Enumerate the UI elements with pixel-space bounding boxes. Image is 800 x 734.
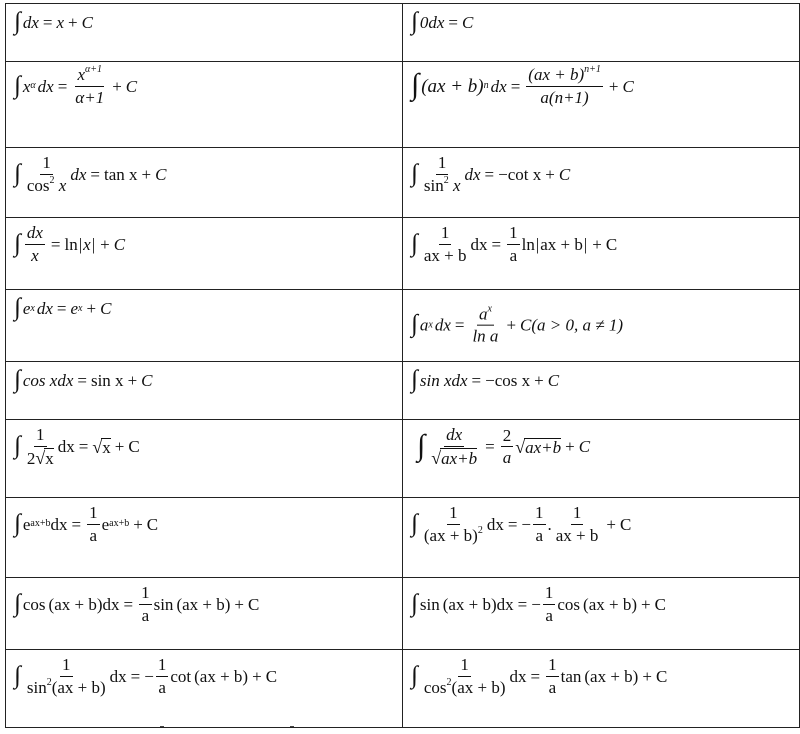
fraction: $\frac{dx}{x}$ xyxy=(26,223,43,265)
formula-cell xyxy=(403,148,800,218)
formula-cos: ∫ cos xdx = sin x + C xyxy=(14,366,153,393)
formula-linear-sin: ∫ sin (ax + b) dx = − $\frac{1}{a}$ cos (ax + b) + C xyxy=(411,583,666,625)
fraction: $\frac{1}{ax + b}$ xyxy=(555,503,599,545)
formula-reciprocal: ∫ $\frac{dx}{x}$ = ln | x | + C xyxy=(14,223,126,265)
formula-cell xyxy=(6,218,403,290)
integral-table xyxy=(5,3,800,728)
fraction: $\frac{1}{\cos^2 x}$ xyxy=(26,153,67,195)
fraction: $\frac{x^{\alpha+1}}{\alpha+1}$ xyxy=(75,64,105,107)
formula-cell xyxy=(403,218,800,290)
formula-linear-reciprocal: ∫ $\frac{1}{ax + b}$ dx = $\frac{1}{a}$ ln | ax + b | + C xyxy=(411,223,618,265)
page-fragment-mark xyxy=(160,726,164,730)
formula-cell xyxy=(403,62,800,148)
fraction: $\frac{(ax + b)^{n+1}}{a(n+1)}$ xyxy=(528,64,601,107)
formula-power-rule: ∫ x α dx = $\frac{x^{\alpha+1}}{\alpha+1}$ + C xyxy=(14,64,138,107)
formula-cell xyxy=(403,362,800,420)
fraction: $\frac{1}{ax + b}$ xyxy=(423,223,467,265)
fraction: $\frac{1}{a}$ xyxy=(509,223,518,265)
formula-cell xyxy=(6,498,403,578)
formula-cell xyxy=(403,578,800,650)
formula-inverse-square-linear: ∫ $\frac{1}{(ax + b)^2}$ dx = − $\frac{1}{a}$ . $\frac{1}{ax + b}$ + C xyxy=(411,503,632,545)
formula-linear-power-rule: ∫ (ax + b) n dx = $\frac{(ax + b)^{n+1}}{a(n+1)}$ + C xyxy=(411,64,634,107)
fraction: $\frac{dx}{√ax+b}$ xyxy=(431,425,478,468)
formula-cell xyxy=(6,578,403,650)
formula-general-exp: ∫ a x dx = $\frac{a^x}{\text{ln a}}$ + C(a > 0, a ≠ 1) xyxy=(411,303,623,346)
formula-cell xyxy=(403,290,800,362)
formula-integral-dx: ∫ dx = x + C xyxy=(14,8,93,35)
formula-cell xyxy=(6,62,403,148)
fraction: $\frac{1}{a}$ xyxy=(535,503,544,545)
page-fragment-mark xyxy=(290,726,294,730)
formula-sec-squared: ∫ $\frac{1}{\cos^2 x}$ dx = tan x + C xyxy=(14,153,167,195)
fraction: $\frac{1}{\sin^2(ax + b)}$ xyxy=(26,655,106,697)
formula-csc-squared: ∫ $\frac{1}{\sin^2 x}$ dx = − cot x + C xyxy=(411,153,571,195)
fraction: $\frac{1}{a}$ xyxy=(544,583,554,625)
formula-cell xyxy=(403,4,800,62)
fraction: $\frac{1}{a}$ xyxy=(548,655,557,697)
fraction: $\frac{1}{a}$ xyxy=(141,583,150,625)
formula-cell xyxy=(6,290,403,362)
fraction: $\frac{1}{a}$ xyxy=(157,655,167,697)
formula-cell xyxy=(6,362,403,420)
formula-cell xyxy=(6,148,403,218)
fraction: $\frac{2}{a}$ xyxy=(502,425,512,468)
fraction: $\frac{1}{\sin^2 x}$ xyxy=(423,153,461,195)
formula-cell xyxy=(403,650,800,728)
formula-inverse-sqrt-linear: ∫ $\frac{dx}{√ax+b}$ = $\frac{2}{a}$ √ ax+b + C xyxy=(417,425,591,468)
formula-cell xyxy=(403,498,800,578)
formula-linear-csc-squared: ∫ $\frac{1}{\sin^2(ax + b)}$ dx = − $\frac{1}{a}$ cot (ax + b) + C xyxy=(14,655,278,697)
fraction: $\frac{1}{a}$ xyxy=(89,503,98,545)
formula-exp: ∫ e x dx = e x + C xyxy=(14,294,112,321)
formula-inverse-sqrt: ∫ $\frac{1}{2√x}$ dx = √ x + C xyxy=(14,425,140,468)
formula-linear-exp: ∫ e ax+b dx = $\frac{1}{a}$ e ax+b + C xyxy=(14,503,159,545)
fraction: $\frac{1}{\cos^2(ax + b)}$ xyxy=(423,655,506,697)
formula-linear-cos: ∫ cos (ax + b) dx = $\frac{1}{a}$ sin (ax + b) + C xyxy=(14,583,260,625)
fraction: $\frac{1}{(ax + b)^2}$ xyxy=(423,503,483,545)
formula-integral-zero: ∫ 0dx = C xyxy=(411,8,474,35)
fraction: $\frac{1}{2√x}$ xyxy=(26,425,54,468)
fraction: $\frac{a^x}{\text{ln a}}$ xyxy=(472,303,499,346)
formula-linear-sec-squared: ∫ $\frac{1}{\cos^2(ax + b)}$ dx = $\frac{1}{a}$ tan (ax + b) + C xyxy=(411,655,668,697)
formula-cell xyxy=(6,4,403,62)
formula-cell xyxy=(6,420,403,498)
formula-cell xyxy=(403,420,800,498)
formula-sin: ∫ sin xdx = − cos x + C xyxy=(411,366,560,393)
formula-cell xyxy=(6,650,403,728)
